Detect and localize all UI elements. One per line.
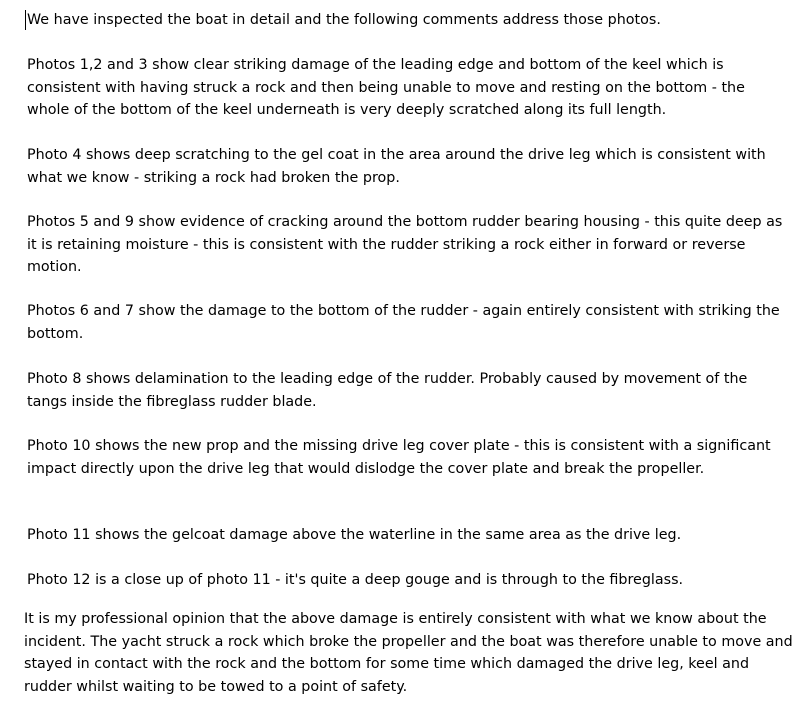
paragraph-photos-5-9: Photos 5 and 9 show evidence of cracking around the bottom rudder bearing housing - this quite deep as it is retaining moisture - this is consistent with the rudder striking a rock either in forward or reverse motion. — [27, 214, 783, 275]
paragraph-photo-12: Photo 12 is a close up of photo 11 - it's quite a deep gouge and is through to the fibreglass. — [27, 572, 684, 588]
text-cursor — [25, 10, 26, 30]
paragraph-photo-10: Photo 10 shows the new prop and the missing drive leg cover plate - this is consistent with a significant impact directly upon the drive leg that would dislodge the cover plate and break the propeller. — [27, 438, 771, 477]
paragraph-photo-8: Photo 8 shows delamination to the leading edge of the rudder. Probably caused by movement of the tangs inside the fibreglass rudder blade. — [27, 371, 748, 410]
paragraph-photo-4: Photo 4 shows deep scratching to the gel coat in the area around the drive leg which is consistent with what we know - striking a rock had broken the prop. — [27, 147, 766, 186]
paragraph-photo-11: Photo 11 shows the gelcoat damage above the waterline in the same area as the drive leg. — [27, 527, 682, 543]
paragraph-professional-opinion: It is my professional opinion that the above damage is entirely consistent with what we know about the incident. The yacht struck a rock which broke the propeller and the boat was therefore unable to move and stayed in contact with the rock and the bottom for some time which damaged the drive leg, keel and rudder whilst waiting to be towed to a point of safety. — [24, 611, 793, 695]
paragraph-photos-1-3: Photos 1,2 and 3 show clear striking damage of the leading edge and bottom of the keel which is consistent with having struck a rock and then being unable to move and resting on the bottom - the whole of the bottom of the keel underneath is very deeply scratched along its full length. — [27, 57, 745, 118]
paragraph-intro: We have inspected the boat in detail and the following comments address those photos. — [27, 12, 661, 28]
paragraph-photos-6-7: Photos 6 and 7 show the damage to the bottom of the rudder - again entirely consistent with striking the bottom. — [27, 303, 780, 342]
